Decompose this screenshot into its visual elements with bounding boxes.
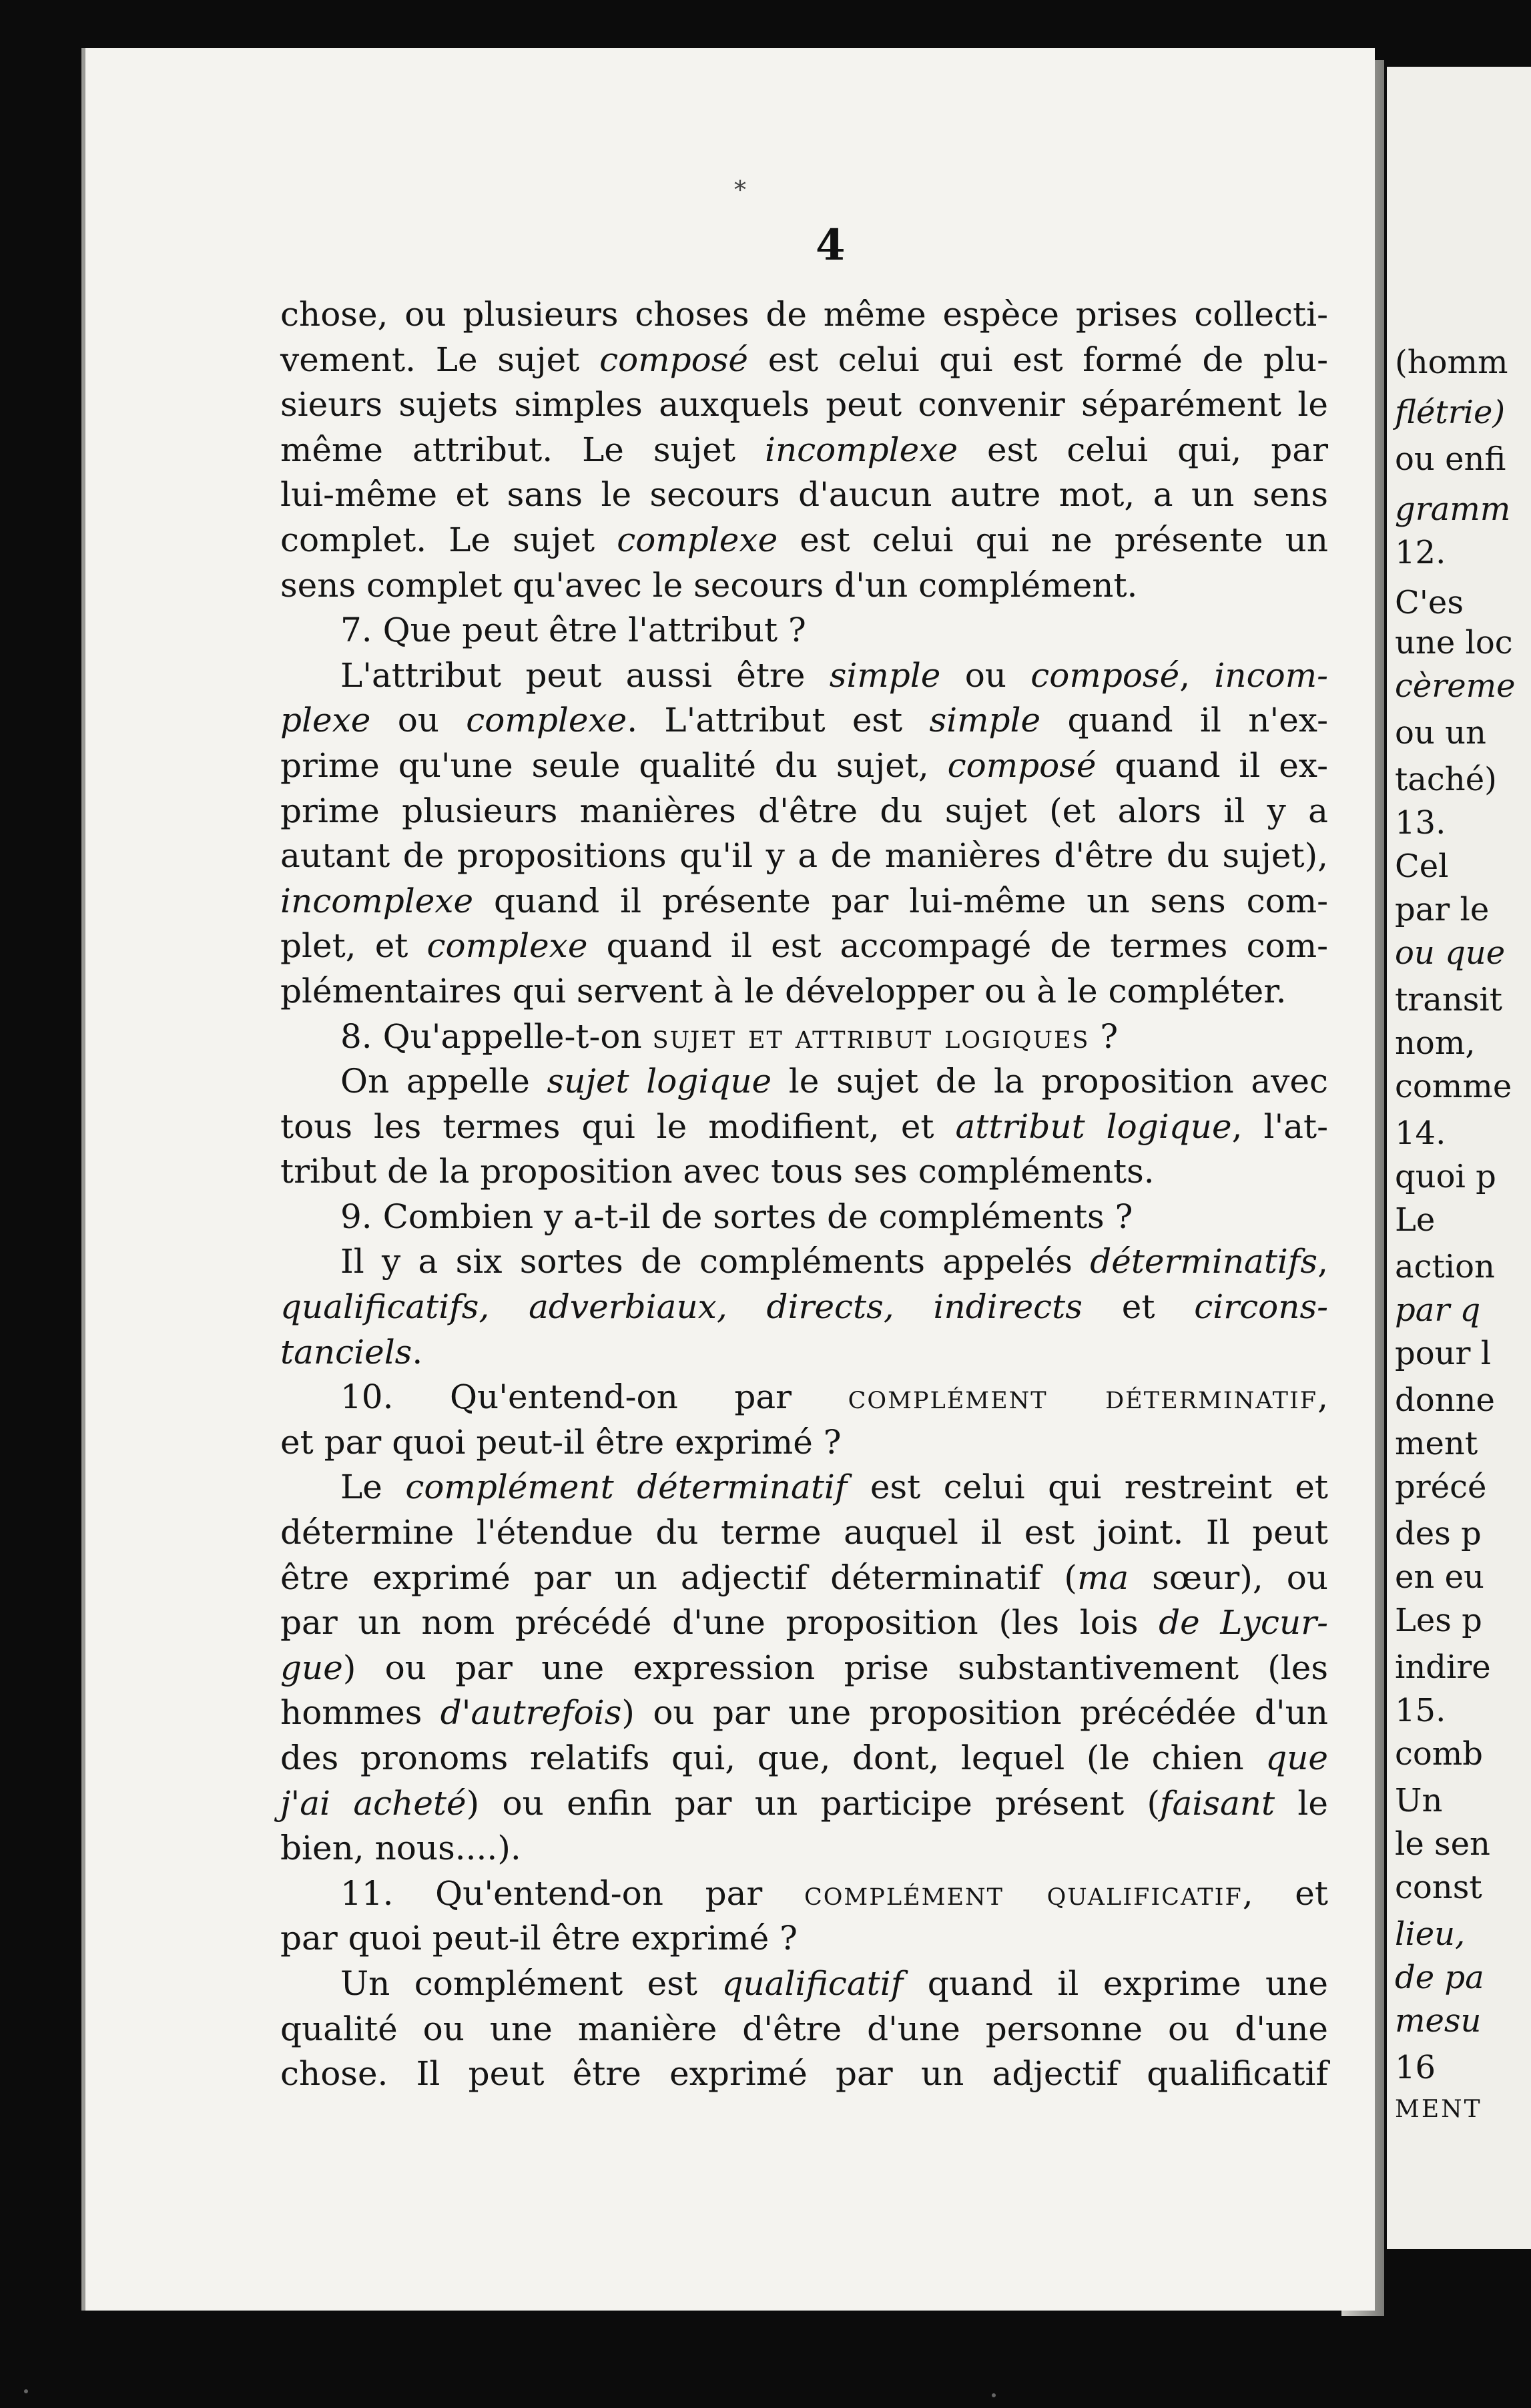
facing-text-fragment: indire: [1395, 1648, 1491, 1686]
text-run: plémentaires qui servent à le développer ou à le compléter.: [280, 971, 1287, 1010]
text-run: détermine l'étendue du terme auquel il est joint. Il peut: [280, 1513, 1328, 1552]
text-run: complément qualificatif: [804, 1873, 1243, 1913]
text-line: [280, 1239, 1328, 1285]
text-run: par quoi peut-il être exprimé ?: [280, 1919, 798, 1958]
text-run: ,: [1179, 655, 1215, 695]
dust-speck: [992, 2393, 996, 2397]
text-run: sœur), ou: [1129, 1558, 1328, 1597]
text-line: [280, 1600, 1328, 1646]
text-line: [280, 1736, 1328, 1781]
facing-text-fragment: Les p: [1395, 1602, 1482, 1639]
text-run: et: [1082, 1287, 1195, 1327]
text-line: [280, 1285, 1328, 1330]
text-run: prime plusieurs manières d'être du sujet (et alors il y a: [280, 791, 1328, 830]
text-run: ma: [1077, 1558, 1129, 1597]
text-line: [280, 473, 1328, 518]
text-run: faisant: [1160, 1783, 1275, 1823]
text-line: [280, 1826, 1328, 1871]
facing-text-fragment: gramm: [1395, 491, 1511, 528]
text-line: [280, 1781, 1328, 1827]
text-run: incomplexe: [280, 881, 474, 920]
text-line: [280, 518, 1328, 563]
text-line: [280, 608, 1328, 653]
text-run: composé: [1030, 655, 1180, 695]
text-run: sieurs sujets simples auxquels peut convenir séparément le: [280, 385, 1328, 424]
text-run: ou: [940, 655, 1031, 695]
facing-text-fragment: ou que: [1395, 934, 1506, 972]
text-run: sens complet qu'avec le secours d'un complément.: [280, 565, 1138, 605]
text-run: déterminatifs: [1090, 1242, 1318, 1281]
text-run: L'attribut peut aussi être: [340, 655, 830, 695]
facing-text-fragment: Le: [1395, 1201, 1436, 1239]
text-run: que: [1265, 1739, 1328, 1777]
text-line: [280, 924, 1328, 969]
text-run: sujet et attribut logiques: [652, 1016, 1090, 1056]
facing-text-fragment: lieu,: [1395, 1915, 1466, 1953]
text-line: [280, 789, 1328, 834]
text-run: sujet logique: [547, 1062, 772, 1101]
facing-page: [1387, 67, 1531, 2249]
text-run: simple: [929, 701, 1041, 740]
text-run: complément déterminatif: [848, 1378, 1318, 1417]
text-run: des pronoms relatifs qui, que, dont, lequel (le chien: [280, 1739, 1266, 1777]
facing-text-fragment: Cel: [1395, 848, 1449, 885]
facing-text-fragment: (homm: [1395, 344, 1508, 381]
facing-text-fragment: 13.: [1395, 804, 1446, 842]
text-run: 7. Que peut être l'attribut ?: [340, 611, 806, 650]
text-line: [280, 1420, 1328, 1466]
facing-text-fragment: mesu: [1395, 2002, 1482, 2040]
text-run: complexe: [466, 701, 627, 740]
text-line: [280, 1059, 1328, 1105]
facing-text-fragment: 12.: [1395, 534, 1446, 571]
facing-text-fragment: donne: [1395, 1382, 1495, 1419]
text-run: quand il est accompagé de termes com-: [587, 926, 1328, 966]
facing-text-fragment: en eu: [1395, 1558, 1484, 1596]
facing-text-fragment: par q: [1395, 1291, 1481, 1329]
text-run: par un nom précédé d'une proposition (les lois: [280, 1603, 1159, 1642]
text-line: [280, 1962, 1328, 2007]
facing-text-fragment: action: [1395, 1248, 1495, 1285]
text-run: qualificatifs, adverbiaux, directs, indirects: [280, 1287, 1083, 1327]
text-line: [280, 1465, 1328, 1510]
text-run: incomplexe: [764, 430, 958, 469]
text-line: [280, 1916, 1328, 1962]
text-run: même attribut. Le sujet: [280, 430, 765, 469]
text-run: ) ou par une expression prise substantivement (les: [342, 1648, 1328, 1687]
text-run: quand il exprime une: [903, 1964, 1329, 2003]
text-run: vement. Le sujet: [280, 340, 600, 379]
text-run: ?: [1089, 1016, 1119, 1056]
facing-text-fragment: ou un: [1395, 714, 1486, 751]
text-line: [280, 698, 1328, 743]
text-run: et par quoi peut-il être exprimé ?: [280, 1422, 842, 1462]
text-run: tous les termes qui le modifient, et: [280, 1107, 956, 1146]
text-line: [280, 1014, 1328, 1060]
text-run: plet, et: [280, 926, 427, 966]
text-line: [280, 1195, 1328, 1240]
facing-text-fragment: quoi p: [1395, 1158, 1496, 1195]
facing-text-fragment: par le: [1395, 891, 1490, 928]
text-line: [280, 969, 1328, 1014]
facing-text-fragment: des p: [1395, 1515, 1482, 1552]
text-run: bien, nous....).: [280, 1829, 521, 1868]
text-line: [280, 1691, 1328, 1736]
text-line: [280, 563, 1328, 609]
facing-text-fragment: 15.: [1395, 1692, 1446, 1729]
text-line: [280, 834, 1328, 879]
text-run: est celui qui est formé de plu-: [747, 340, 1328, 379]
text-run: d'autrefois: [440, 1693, 622, 1733]
text-line: [280, 2052, 1328, 2097]
text-line: [280, 653, 1328, 699]
text-line: [280, 1330, 1328, 1376]
text-run: ,: [1317, 1378, 1328, 1417]
facing-text-fragment: comb: [1395, 1735, 1484, 1773]
facing-text-fragment: C'es: [1395, 584, 1464, 621]
text-run: 9. Combien y a-t-il de sortes de compléments ?: [340, 1197, 1133, 1236]
text-run: quand il n'ex-: [1040, 701, 1328, 740]
text-run: autant de propositions qu'il y a de manières d'être du sujet),: [280, 836, 1328, 876]
facing-text-fragment: 16: [1395, 2049, 1436, 2086]
text-run: quand il ex-: [1096, 745, 1329, 785]
text-run: composé: [599, 340, 748, 379]
text-line: [280, 1375, 1328, 1420]
text-run: le sujet de la proposition avec: [772, 1062, 1328, 1101]
text-run: quand il présente par lui-même un sens com-: [473, 881, 1328, 920]
text-run: complet. Le sujet: [280, 520, 617, 559]
text-run: simple: [829, 655, 941, 695]
text-run: ,: [1317, 1242, 1328, 1281]
text-run: est celui qui restreint et: [847, 1468, 1329, 1507]
text-run: , l'at-: [1231, 1107, 1328, 1146]
text-run: le: [1275, 1783, 1328, 1823]
facing-text-fragment: ou enfi: [1395, 440, 1506, 478]
text-run: ) ou par une proposition précédée d'un: [621, 1693, 1328, 1733]
text-line: [280, 338, 1328, 383]
text-run: composé: [947, 745, 1097, 785]
text-line: [280, 1105, 1328, 1150]
text-line: [280, 382, 1328, 428]
facing-text-fragment: comme: [1395, 1068, 1512, 1105]
facing-text-fragment: nom,: [1395, 1024, 1476, 1062]
ink-mark: *: [734, 177, 746, 204]
text-run: prime qu'une seule qualité du sujet,: [280, 745, 948, 785]
text-line: [280, 879, 1328, 924]
text-run: plexe: [280, 701, 371, 740]
text-line: [280, 428, 1328, 473]
text-run: est celui qui, par: [958, 430, 1328, 469]
text-run: de Lycur-: [1159, 1603, 1328, 1642]
text-run: circons-: [1194, 1287, 1328, 1327]
text-line: [280, 292, 1328, 338]
text-run: lui-même et sans le secours d'aucun autre mot, a un sens: [280, 475, 1328, 515]
facing-text-fragment: Un: [1395, 1782, 1443, 1819]
facing-text-fragment: précé: [1395, 1468, 1487, 1506]
text-run: .: [412, 1332, 423, 1372]
text-run: 10. Qu'entend-on par: [340, 1378, 848, 1417]
text-run: Il y a six sortes de compléments appelés: [340, 1242, 1091, 1281]
text-line: [280, 1646, 1328, 1691]
facing-text-fragment: pour l: [1395, 1335, 1492, 1372]
text-line: [280, 1871, 1328, 1917]
facing-text-fragment: taché): [1395, 761, 1497, 798]
text-run: gue: [280, 1648, 343, 1687]
text-run: ) ou enfin par un participe présent (: [466, 1783, 1161, 1823]
text-run: hommes: [280, 1693, 440, 1733]
text-run: qualificatif: [721, 1964, 904, 2003]
text-run: Un complément est: [340, 1964, 722, 2003]
text-run: complexe: [426, 926, 588, 966]
dust-speck: [24, 2389, 28, 2393]
facing-text-fragment: cèreme: [1395, 667, 1516, 705]
facing-text-fragment: const: [1395, 1869, 1482, 1906]
text-run: chose, ou plusieurs choses de même espèce prises collecti-: [280, 295, 1328, 334]
facing-text-fragment: une loc: [1395, 624, 1513, 661]
text-run: qualité ou une manière d'être d'une personne ou d'une: [280, 2009, 1328, 2048]
facing-text-fragment: ment: [1395, 1425, 1478, 1462]
facing-text-fragment: transit: [1395, 981, 1503, 1018]
text-run: On appelle: [340, 1062, 547, 1101]
body-text: [280, 292, 1328, 2097]
text-line: [280, 743, 1328, 789]
facing-text-fragment: flétrie): [1395, 394, 1506, 431]
text-run: ou: [370, 701, 467, 740]
text-run: incom-: [1214, 655, 1328, 695]
text-run: 8. Qu'appelle-t-on: [340, 1016, 653, 1056]
facing-text-fragment: de pa: [1395, 1959, 1484, 1996]
facing-text-fragment: MENT: [1395, 2096, 1482, 2123]
text-run: être exprimé par un adjectif déterminatif (: [280, 1558, 1077, 1597]
text-line: [280, 1556, 1328, 1601]
text-run: j'ai acheté: [280, 1783, 467, 1823]
text-run: , et: [1242, 1873, 1328, 1913]
text-run: complexe: [617, 520, 778, 559]
facing-text-fragment: 14.: [1395, 1115, 1446, 1152]
text-run: est celui qui ne présente un: [778, 520, 1328, 559]
text-run: Le: [340, 1468, 406, 1507]
text-line: [280, 2007, 1328, 2052]
facing-text-fragment: le sen: [1395, 1825, 1490, 1863]
text-run: . L'attribut est: [627, 701, 930, 740]
text-run: tanciels: [280, 1332, 412, 1372]
text-line: [280, 1149, 1328, 1195]
text-run: complément déterminatif: [405, 1468, 848, 1507]
text-line: [280, 1510, 1328, 1556]
text-run: tribut de la proposition avec tous ses compléments.: [280, 1152, 1155, 1191]
text-run: attribut logique: [955, 1107, 1232, 1146]
text-run: 11. Qu'entend-on par: [340, 1873, 804, 1913]
page-number: 4: [816, 220, 846, 270]
text-run: chose. Il peut être exprimé par un adjectif qualificatif: [280, 2054, 1328, 2094]
